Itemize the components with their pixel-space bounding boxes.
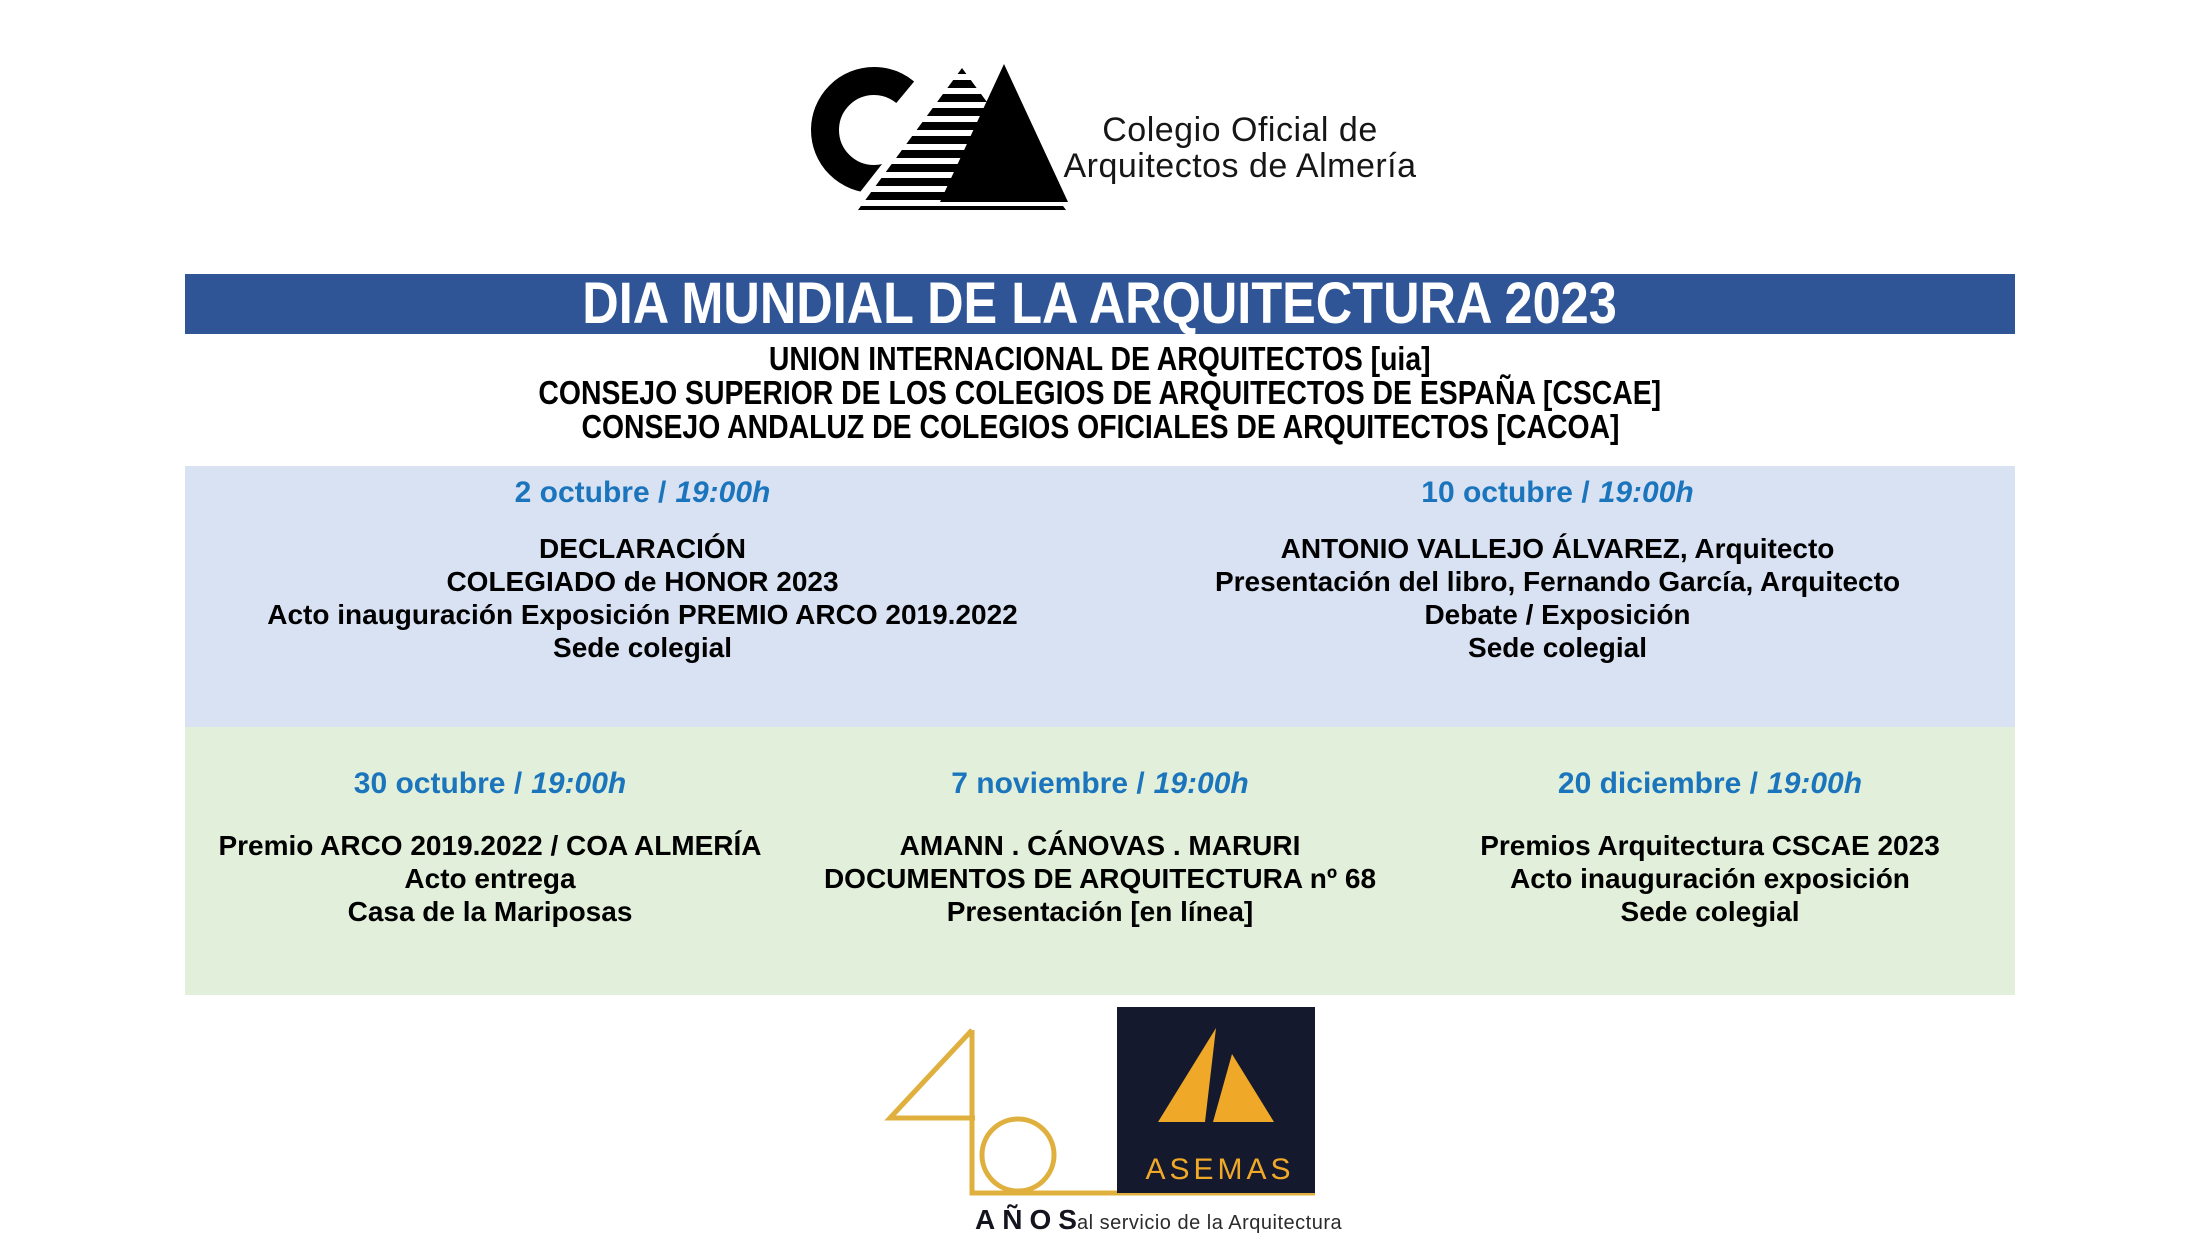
event-time: 19:00h bbox=[531, 767, 627, 800]
event-date: 7 noviembre / 19:00h bbox=[951, 767, 1249, 800]
page-title: DIA MUNDIAL DE LA ARQUITECTURA 2023 bbox=[582, 271, 1618, 336]
event-time: 19:00h bbox=[1598, 476, 1694, 509]
event-time: 19:00h bbox=[1767, 767, 1863, 800]
anos-label: AÑOS bbox=[975, 1204, 1084, 1235]
event-date: 30 octubre / 19:00h bbox=[353, 767, 627, 800]
asemas-wordmark: ASEMAS bbox=[1145, 1153, 1295, 1186]
event-10-octubre bbox=[1100, 466, 2015, 727]
event-30-octubre bbox=[185, 727, 795, 995]
events-section-autumn bbox=[185, 727, 2015, 995]
organizer-line: CONSEJO SUPERIOR DE LOS COLEGIOS DE ARQUITECTOS DE ESPAÑA [CSCAE] bbox=[538, 374, 1662, 411]
logo-caption-line1: Colegio Oficial de bbox=[1102, 111, 1378, 149]
event-time: 19:00h bbox=[675, 476, 771, 509]
event-details: Premios Arquitectura CSCAE 2023 Acto inauguración exposición Sede colegial bbox=[1480, 830, 1940, 927]
title-banner bbox=[185, 271, 2015, 336]
event-2-octubre bbox=[185, 466, 1100, 727]
event-details: DECLARACIÓN COLEGIADO de HONOR 2023 Acto inauguración Exposición PREMIO ARCO 2019.2022 Sede colegial bbox=[267, 533, 1018, 663]
organizers-list bbox=[0, 342, 2200, 444]
event-7-noviembre bbox=[795, 727, 1405, 995]
logo-caption-line2: Arquitectos de Almería bbox=[1063, 147, 1417, 185]
event-date: 10 octubre / 19:00h bbox=[1421, 476, 1694, 509]
events-section-october bbox=[185, 466, 2015, 727]
organizer-line: UNION INTERNACIONAL DE ARQUITECTOS [uia] bbox=[769, 340, 1431, 377]
forty-logo-zero-icon bbox=[982, 1119, 1054, 1191]
event-date: 2 octubre / 19:00h bbox=[514, 476, 771, 509]
event-date: 20 diciembre / 19:00h bbox=[1557, 767, 1863, 800]
event-time: 19:00h bbox=[1153, 767, 1249, 800]
organizer-line: CONSEJO ANDALUZ DE COLEGIOS OFICIALES DE ARQUITECTOS [CACOA] bbox=[580, 408, 1620, 445]
event-20-diciembre bbox=[1405, 727, 2015, 995]
event-details: AMANN . CÁNOVAS . MARURI DOCUMENTOS DE ARQUITECTURA nº 68 Presentación [en línea] bbox=[823, 830, 1377, 927]
event-details: Premio ARCO 2019.2022 / COA ALMERÍA Acto entrega Casa de la Mariposas bbox=[218, 830, 762, 927]
asemas-tagline: al servicio de la Arquitectura bbox=[1077, 1212, 1343, 1234]
event-details: ANTONIO VALLEJO ÁLVAREZ, Arquitecto Presentación del libro, Fernando García, Arquitecto Debate / Exposición Sede colegial bbox=[1214, 533, 1901, 663]
logo-caption bbox=[1055, 112, 1425, 184]
footer-logos bbox=[875, 1003, 1345, 1237]
